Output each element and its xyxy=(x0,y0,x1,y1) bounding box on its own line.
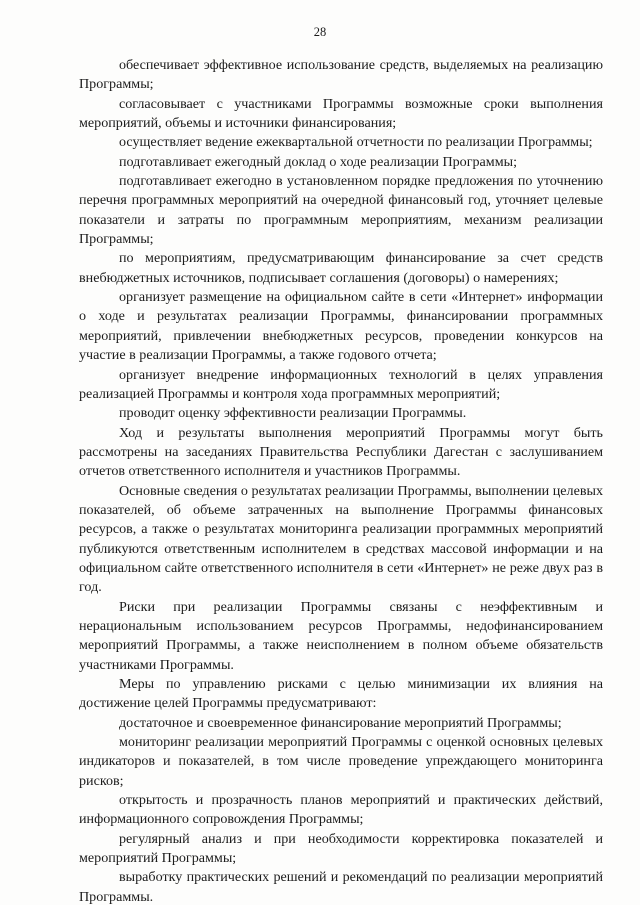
paragraph-6: по мероприятиям, предусматривающим финансирование за счет средств внебюджетных источников, подписывает соглашения (договоры) о намерениях; xyxy=(79,250,603,286)
paragraph-9: проводит оценку эффективности реализации Программы. xyxy=(119,405,467,422)
paragraph-5: подготавливает ежегодно в установленном порядке предложения по уточнению перечня программных мероприятий на очередной финансовый год, уточняет целевые показатели и затраты по программным мероприятиям, механизм реализации Программы; xyxy=(79,173,603,248)
paragraph-7: организует размещение на официальном сайте в сети «Интернет» информации о ходе и результатах реализации Программы, финансировании программных мероприятий, привлечении внебюджетных ресурсов, проведении конкурсов на участие в реализации Программы, а также годового отчета; xyxy=(79,289,603,364)
paragraph-15: мониторинг реализации мероприятий Программы с оценкой основных целевых индикаторов и показателей, в том числе проведение упреждающего мониторинга рисков; xyxy=(79,734,603,789)
paragraph-13: Меры по управлению рисками с целью минимизации их влияния на достижение целей Программы предусматривают: xyxy=(79,676,603,712)
paragraph-4: подготавливает ежегодный доклад о ходе реализации Программы; xyxy=(119,153,518,170)
paragraph-16: открытость и прозрачность планов мероприятий и практических действий, информационного сопровождения Программы; xyxy=(79,792,603,828)
paragraph-11: Основные сведения о результатах реализации Программы, выполнении целевых показателей, об объеме затраченных на выполнение Программы финансовых ресурсов, а также о результатах мониторинга реализации программных мероприятий публикуются ответственным исполнителем в средствах массовой информации и на официальном сайте ответственного исполнителя в сети «Интернет» не реже двух раз в год. xyxy=(79,482,603,596)
paragraph-3: осуществляет ведение ежеквартальной отчетности по реализации Программы; xyxy=(119,134,593,151)
paragraph-14: достаточное и своевременное финансирование мероприятий Программы; xyxy=(119,714,562,731)
paragraph-18: выработку практических решений и рекомендаций по реализации мероприятий Программы. xyxy=(79,869,603,905)
paragraph-2: согласовывает с участниками Программы возможные сроки выполнения мероприятий, объемы и источники финансирования; xyxy=(79,95,603,132)
paragraph-8: организует внедрение информационных технологий в целях управления реализацией Программы и контроля хода программных мероприятий; xyxy=(79,366,603,402)
paragraph-10: Ход и результаты выполнения мероприятий Программы могут быть рассмотрены на заседаниях Правительства Республики Дагестан с заслушиванием отчетов ответственного исполнителя и участников Программы. xyxy=(79,424,603,480)
paragraph-17: регулярный анализ и при необходимости корректировка показателей и мероприятий Программы; xyxy=(79,830,603,867)
document-body xyxy=(79,56,603,907)
paragraph-1: обеспечивает эффективное использование средств, выделяемых на реализацию Программы; xyxy=(79,57,603,93)
page-number: 28 xyxy=(313,25,327,39)
paragraph-12: Риски при реализации Программы связаны с неэффективным и нерациональным использованием ресурсов Программы, недофинансированием мероприятий Программы, а также неисполнением в полном объеме обязательств участниками Программы. xyxy=(79,598,603,673)
